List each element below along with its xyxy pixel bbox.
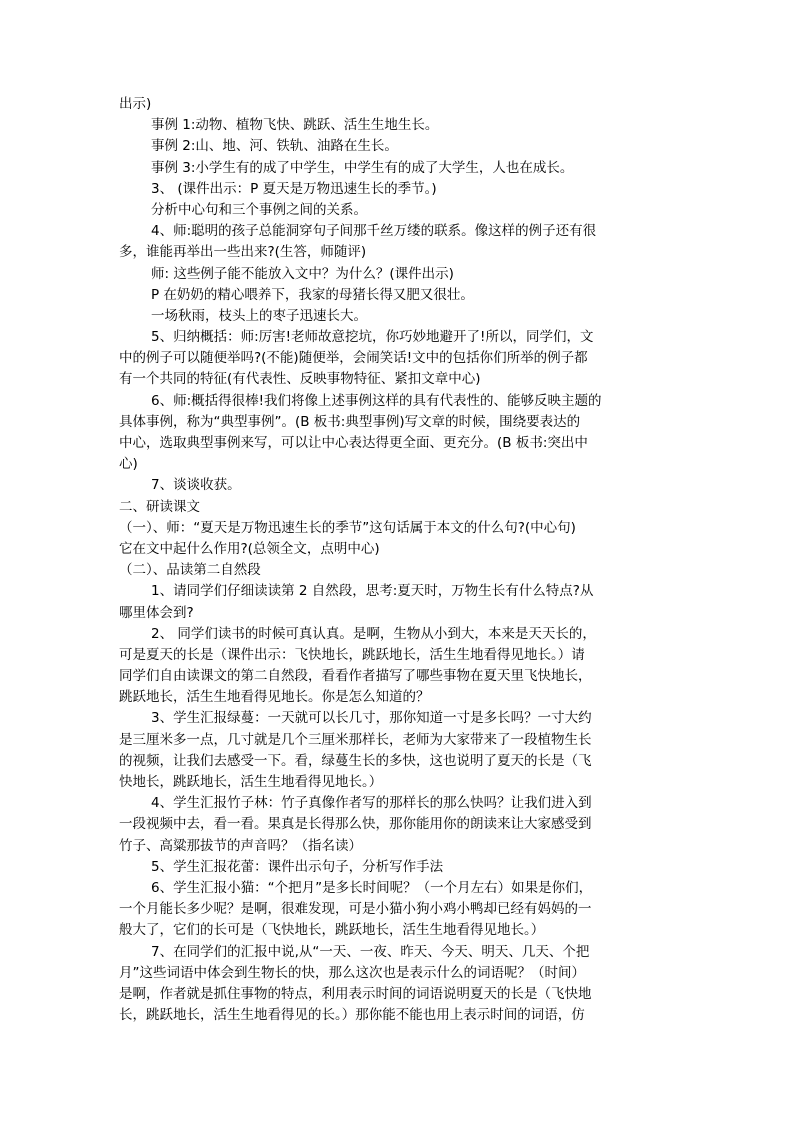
- text-line: 一场秋雨，枝头上的枣子迅速长大。: [151, 307, 367, 324]
- text-line: （二）、品读第二自然段: [119, 562, 261, 579]
- text-line: 是三厘米多一点，几寸就是几个三厘米那样长，老师为大家带来了一段植物生长: [119, 731, 592, 748]
- text-line: 同学们自由读课文的第二自然段，看看作者描写了哪些事物在夏天里飞快地长，: [119, 668, 592, 685]
- text-line: P 在奶奶的精心喂养下，我家的母猪长得又肥又很壮。: [151, 286, 474, 303]
- text-line: 跳跃地长，活生生地看得见地长。你是怎么知道的？: [119, 689, 430, 706]
- text-line: （一）、师：“夏天是万物迅速生长的季节”这句话属于本文的什么句?(中心句): [119, 519, 576, 536]
- text-line: 7、谈谈收获。: [151, 477, 241, 494]
- text-line: 2、 同学们读书的时候可真认真。是啊，生物从小到大，本来是天天长的，: [151, 625, 596, 642]
- text-line: 长，跳跃地长，活生生地看得见的长。）那你能不能也用上表示时间的词语，仿: [119, 1007, 585, 1024]
- text-line: 心): [119, 456, 138, 473]
- text-line: 哪里体会到?: [119, 604, 194, 621]
- text-line: 般大了，它们的长可是（飞快地长，跳跃地长，活生生地看得见地长。）: [119, 922, 545, 939]
- text-line: 中心，选取典型事例来写，可以让中心表达得更全面、更充分。(B 板书:突出中: [119, 435, 588, 451]
- text-line: 事例 2:山、地、河、铁轨、油路在生长。: [151, 138, 398, 155]
- text-line: 一段视频中去，看一看。果真是长得那么快，那你能用你的朗读来让大家感受到: [119, 816, 592, 833]
- text-line: 6、师:概括得很棒!我们将像上述事例这样的具有代表性的、能够反映主题的: [151, 392, 602, 409]
- text-line: 4、学生汇报竹子林：竹子真像作者写的那样长的那么快吗？让我们进入到: [151, 795, 592, 812]
- document-page: [119, 94, 675, 1026]
- text-line: 月”这些词语中体会到生物长的快，那么这次也是表示什么的词语呢？（时间）: [119, 964, 585, 981]
- text-line: 7、在同学们的汇报中说,从“一天、一夜、昨天、今天、明天、几天、个把: [151, 943, 590, 960]
- text-line: 5、归纳概括：师:厉害!老师故意挖坑，你巧妙地避开了!所以，同学们，文: [151, 329, 594, 346]
- text-line: 多，谁能再举出一些出来?(生答，师随评): [119, 244, 367, 261]
- text-line: 是啊，作者就是抓住事物的特点，利用表示时间的词语说明夏天的长是（飞快地: [119, 985, 592, 1002]
- text-line: 中的例子可以随便举吗?(不能)随便举，会闹笑话!文中的包括你们所举的例子都: [119, 350, 588, 367]
- text-line: 具体事例，称为“典型事例”。(B 板书:典型事例)写文章的时候，围绕要表达的: [119, 413, 581, 430]
- text-line: 它在文中起什么作用?(总领全文，点明中心): [119, 540, 380, 557]
- text-line: 二、研读课文: [119, 498, 200, 515]
- text-line: 有一个共同的特征(有代表性、反映事物特征、紧扣文章中心): [119, 371, 481, 388]
- text-line: 4、师:聪明的孩子总能洞穿句子间那千丝万缕的联系。像这样的例子还有很: [151, 223, 597, 240]
- text-line: 出示): [119, 96, 152, 112]
- text-line: 快地长，跳跃地长，活生生地看得见地长。）: [119, 774, 383, 790]
- text-line: 一个月能长多少呢？是啊，很难发现，可是小猫小狗小鸡小鸭却已经有妈妈的一: [119, 901, 592, 918]
- text-line: 的视频，让我们去感受一下。看，绿蔓生长的多快，这也说明了夏天的长是（飞: [119, 752, 592, 769]
- text-line: 可是夏天的长是（课件出示：飞快地长，跳跃地长，活生生地看得见地长。）请: [119, 646, 585, 663]
- text-line: 5、学生汇报花蕾：课件出示句子，分析写作手法: [151, 858, 444, 875]
- text-line: 师: 这些例子能不能放入文中？为什么？(课件出示): [151, 265, 454, 282]
- text-line: 3、 (课件出示：P 夏天是万物迅速生长的季节。): [151, 180, 437, 197]
- text-line: 事例 1:动物、植物飞快、跳跃、活生生地生长。: [151, 117, 439, 134]
- text-line: 6、学生汇报小猫：“个把月”是多长时间呢？（一个月左右）如果是你们，: [151, 879, 593, 896]
- text-line: 分析中心句和三个事例之间的关系。: [151, 201, 367, 218]
- text-line: 1、请同学们仔细读读第 2 自然段，思考:夏天时，万物生长有什么特点?从: [151, 583, 594, 600]
- text-line: 3、学生汇报绿蔓：一天就可以长几寸，那你知道一寸是多长吗？一寸大约: [151, 710, 592, 727]
- text-line: 竹子、高粱那拔节的声音吗？（指名读）: [119, 837, 362, 854]
- text-line: 事例 3:小学生有的成了中学生，中学生有的成了大学生，人也在成长。: [151, 159, 574, 176]
